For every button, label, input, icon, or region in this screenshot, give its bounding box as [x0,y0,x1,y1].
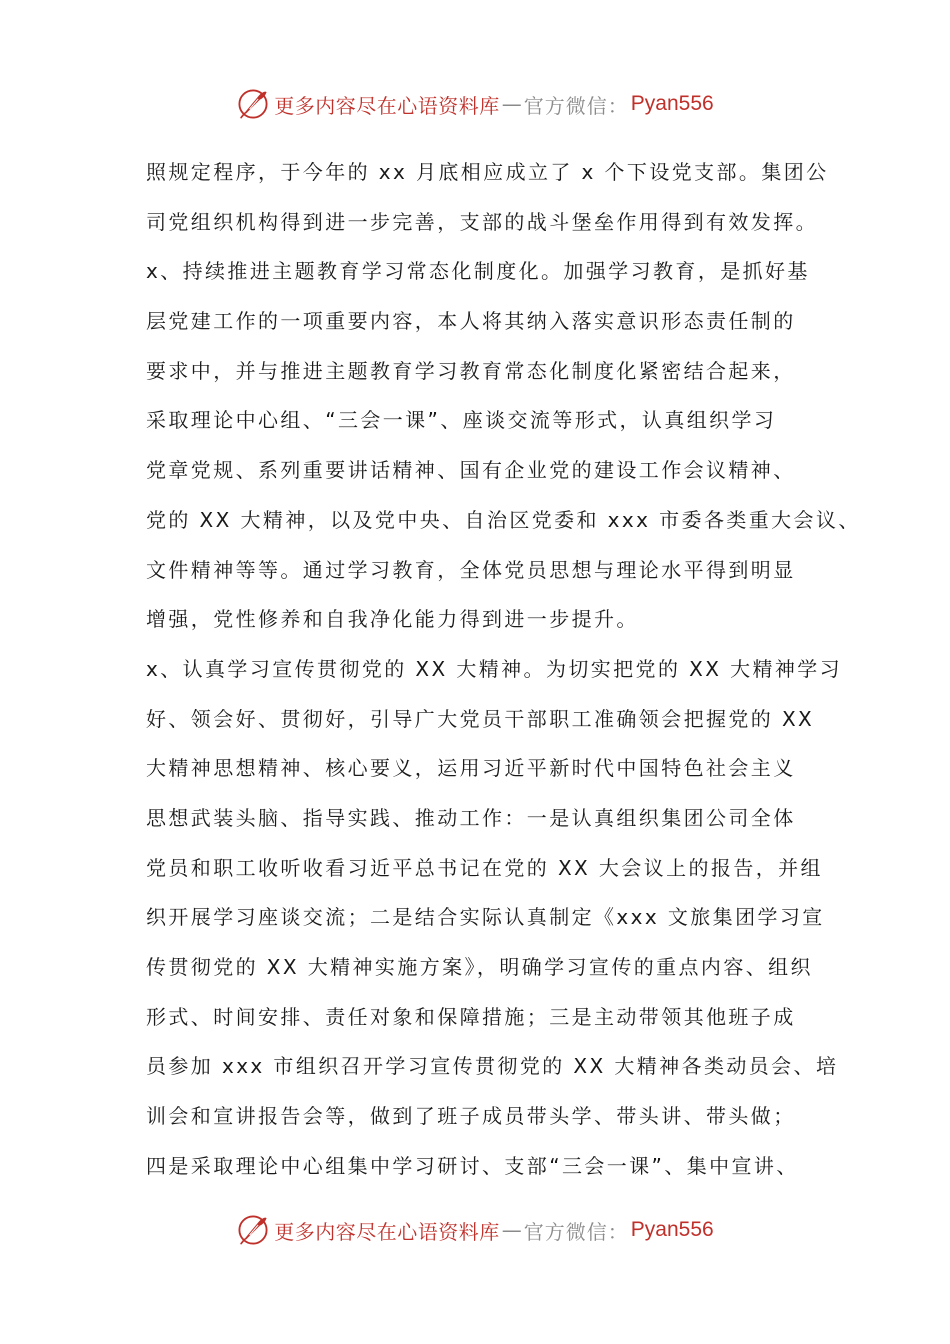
body-line: 党的 XX 大精神，以及党中央、自治区党委和 xxx 市委各类重大会议、 [146,507,861,532]
footer-brand-text: 更多内容尽在心语资料库 [274,1219,500,1244]
body-line: 层党建工作的一项重要内容，本人将其纳入落实意识形态责任制的 [146,309,796,334]
body-line: 采取理论中心组、“三会一课”、座谈交流等形式，认真组织学习 [146,408,777,433]
body-line: 形式、时间安排、责任对象和保障措施；三是主动带领其他班子成 [146,1004,796,1029]
header-brand-text: 更多内容尽在心语资料库 [274,93,500,118]
body-line: 党员和职工收听收看习近平总书记在党的 XX 大会议上的报告，并组 [146,855,823,880]
body-line: x、持续推进主题教育学习常态化制度化。加强学习教育，是抓好基 [146,259,810,284]
body-line: 照规定程序，于今年的 xx 月底相应成立了 x 个下设党支部。集团公 [146,160,829,184]
body-line: 文件精神等等。通过学习教育，全体党员思想与理论水平得到明显 [146,557,796,582]
body-line: 织开展学习座谈交流；二是结合实际认真制定《xxx 文旅集团学习宣 [146,905,825,930]
header-separator: — [501,92,522,116]
body-line: 员参加 xxx 市组织召开学习宣传贯彻党的 XX 大精神各类动员会、培 [146,1054,839,1079]
footer-wechat-id: Pyan556 [630,1218,714,1241]
body-line: 训会和宣讲报告会等，做到了班子成员带头学、带头讲、带头做； [146,1104,796,1129]
header-banner [0,82,950,126]
body-line: 传贯彻党的 XX 大精神实施方案》，明确学习宣传的重点内容、组织 [146,955,813,979]
body-line: 大精神思想精神、核心要义，运用习近平新时代中国特色社会主义 [146,756,796,781]
body-line: 思想武装头脑、指导实践、推动工作：一是认真组织集团公司全体 [146,805,796,830]
header-wechat-label: 官方微信： [523,93,629,118]
document-body [146,148,861,1191]
body-line: 要求中，并与推进主题教育学习教育常态化制度化紧密结合起来， [146,358,796,383]
header-wechat-id: Pyan556 [630,92,714,115]
body-line: 四是采取理论中心组集中学习研讨、支部“三会一课”、集中宣讲、 [146,1153,799,1178]
body-line: x、认真学习宣传贯彻党的 XX 大精神。为切实把党的 XX 大精神学习 [146,656,843,681]
body-line: 增强，党性修养和自我净化能力得到进一步提升。 [146,607,639,632]
footer-banner [0,1208,950,1252]
quill-pen-logo-icon [236,87,270,121]
footer-separator: — [501,1218,522,1242]
quill-pen-logo-icon [236,1213,270,1247]
footer-wechat-label: 官方微信： [523,1219,629,1244]
body-line: 好、领会好、贯彻好，引导广大党员干部职工准确领会把握党的 XX [146,706,815,731]
body-line: 司党组织机构得到进一步完善，支部的战斗堡垒作用得到有效发挥。 [146,209,818,234]
body-line: 党章党规、系列重要讲话精神、国有企业党的建设工作会议精神、 [146,458,796,483]
